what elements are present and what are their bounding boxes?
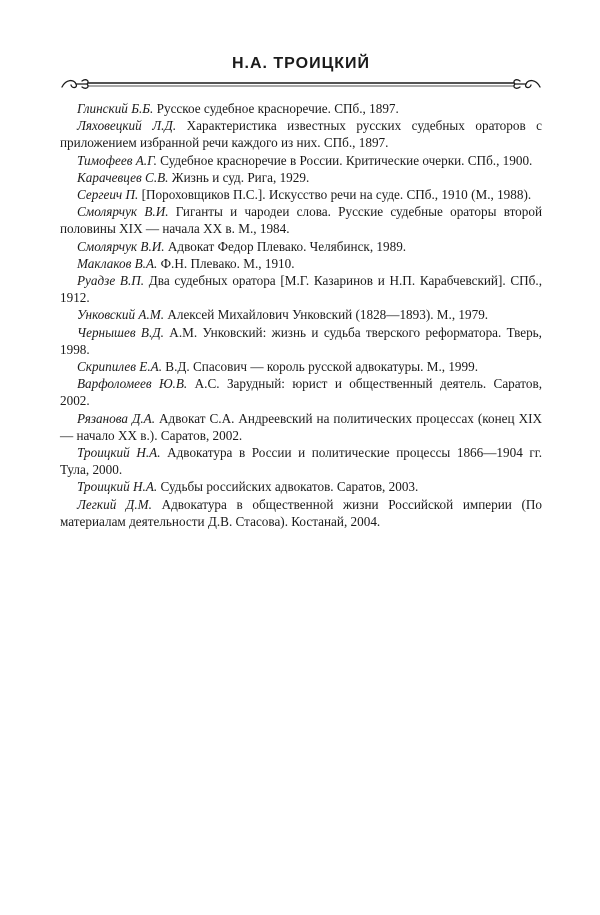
entry-text: А.С. Зарудный: юрист и общественный деятель. Саратов, 2002. xyxy=(60,376,542,409)
bibliography-list xyxy=(60,100,542,530)
entry-author: Сергеич П. xyxy=(77,187,139,203)
left-flourish-icon xyxy=(62,80,88,88)
bibliography-entry xyxy=(60,375,542,409)
entry-text: Судьбы российских адвокатов. Саратов, 2003. xyxy=(160,479,419,495)
entry-author: Ляховецкий Л.Д. xyxy=(77,118,177,134)
ornamental-rule xyxy=(60,77,542,91)
entry-author: Тимофеев А.Г. xyxy=(77,152,157,168)
right-flourish-icon xyxy=(514,80,540,88)
bibliography-entry xyxy=(60,358,542,375)
entry-author: Троицкий Н.А. xyxy=(77,445,161,461)
entry-text: Адвокат С.А. Андреевский на политических процессах (конец XIX — начало XX в.). Саратов, 2002. xyxy=(60,410,543,443)
entry-author: Унковский А.М. xyxy=(77,307,165,323)
bibliography-entry xyxy=(60,238,542,255)
entry-text: В.Д. Спасович — король русской адвокатуры. М., 1999. xyxy=(165,359,479,375)
entry-author: Варфоломеев Ю.В. xyxy=(77,376,188,392)
page-header xyxy=(60,50,542,90)
bibliography-entry xyxy=(60,117,542,151)
bibliography-entry xyxy=(60,203,542,237)
entry-author: Смолярчук В.И. xyxy=(77,204,169,220)
bibliography-entry xyxy=(60,169,542,186)
bibliography-entry xyxy=(60,410,542,444)
entry-text: Алексей Михайлович Унковский (1828—1893). М., 1979. xyxy=(167,307,489,323)
entry-text: [Пороховщиков П.С.]. Искусство речи на суде. СПб., 1910 (М., 1988). xyxy=(141,187,532,203)
bibliography-entry xyxy=(60,306,542,323)
entry-text: А.М. Унковский: жизнь и судьба тверского реформатора. Тверь, 1998. xyxy=(60,324,542,357)
entry-text: Характеристика известных русских судебных ораторов с приложением избранной речи каждого из них. СПб., 1897. xyxy=(60,118,543,151)
bibliography-entry xyxy=(60,478,542,495)
bibliography-entry xyxy=(60,496,542,530)
entry-text: Адвокатура в России и политические процессы 1866—1904 гг. Тула, 2000. xyxy=(60,445,542,478)
entry-author: Карачевцев С.В. xyxy=(77,169,169,185)
bibliography-entry xyxy=(60,255,542,272)
bibliography-entry xyxy=(60,186,542,203)
entry-text: Жизнь и суд. Рига, 1929. xyxy=(171,169,310,185)
entry-text: Гиганты и чародеи слова. Русские судебные ораторы второй половины XIX — начала XX в. М., 1984. xyxy=(60,204,543,237)
bibliography-entry xyxy=(60,152,542,169)
entry-author: Маклаков В.А. xyxy=(77,255,158,271)
entry-author: Руадзе В.П. xyxy=(77,273,145,289)
entry-text: Судебное красноречие в России. Критические очерки. СПб., 1900. xyxy=(160,152,533,168)
entry-author: Смолярчук В.И. xyxy=(77,238,165,254)
entry-text: Адвокатура в общественной жизни Российской империи (По материалам деятельности Д.В. Стасова). Костанай, 2004. xyxy=(60,496,543,529)
entry-author: Троицкий Н.А. xyxy=(77,479,158,495)
entry-author: Скрипилев Е.А. xyxy=(77,359,162,375)
entry-author: Чернышев В.Д. xyxy=(77,324,164,340)
bibliography-entry xyxy=(60,100,542,117)
entry-text: Ф.Н. Плевако. М., 1910. xyxy=(160,255,295,271)
bibliography-entry xyxy=(60,272,542,306)
entry-text: Русское судебное красноречие. СПб., 1897. xyxy=(156,101,399,116)
bibliography-entry xyxy=(60,444,542,478)
entry-author: Глинский Б.Б. xyxy=(77,101,154,116)
running-head-author: Н.А. ТРОИЦКИЙ xyxy=(231,55,371,72)
entry-author: Легкий Д.М. xyxy=(77,496,152,512)
bibliography-entry xyxy=(60,324,542,358)
entry-author: Рязанова Д.А. xyxy=(77,410,156,426)
entry-text: Адвокат Федор Плевако. Челябинск, 1989. xyxy=(167,238,407,254)
entry-text: Два судебных оратора [М.Г. Казаринов и Н.П. Карабчевский]. СПб., 1912. xyxy=(60,273,542,306)
